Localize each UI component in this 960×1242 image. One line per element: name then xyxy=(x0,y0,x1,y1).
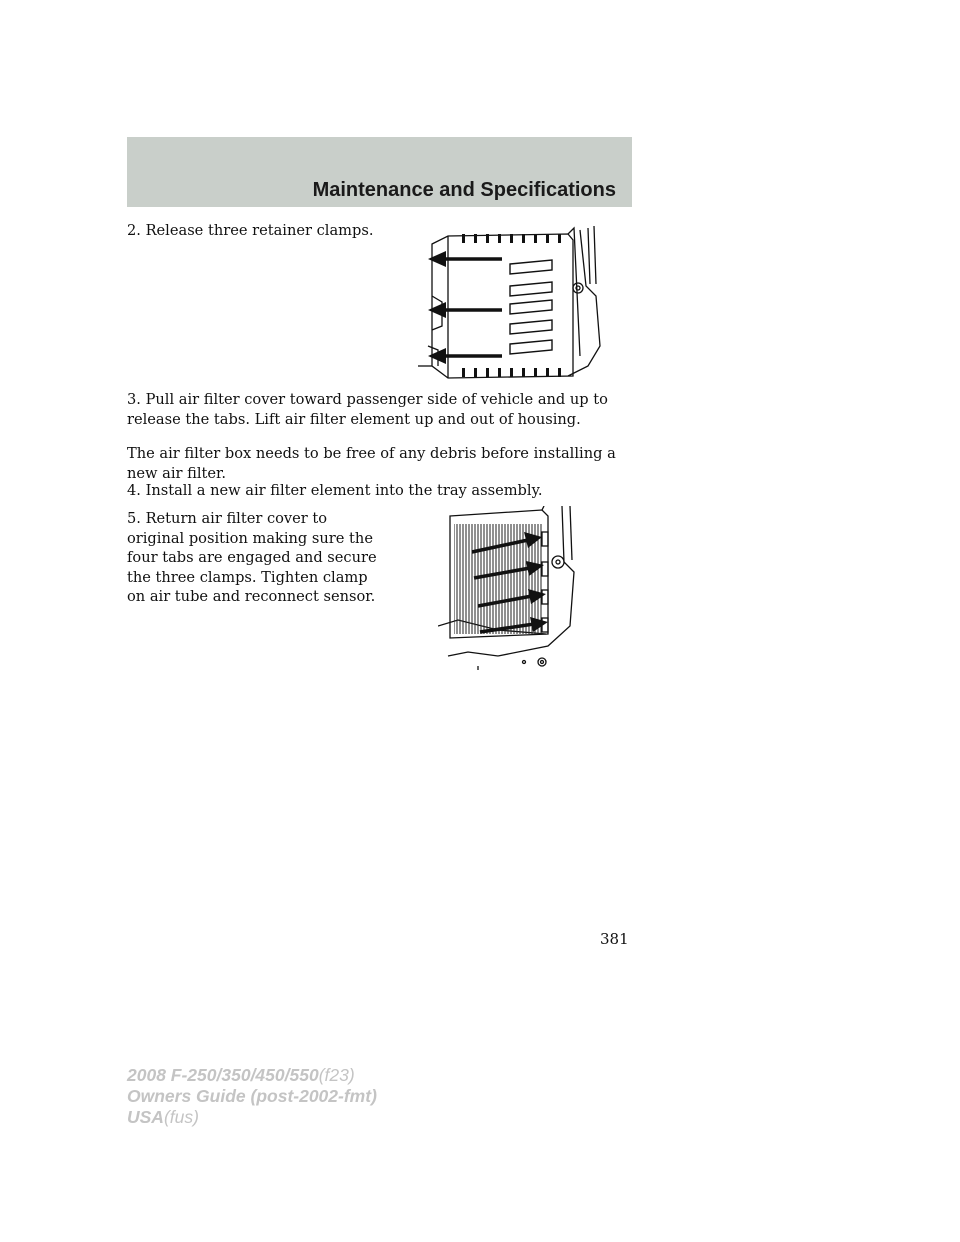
document-footer xyxy=(127,1065,377,1128)
step-2-text: 2. Release three retainer clamps. xyxy=(127,222,374,239)
retainer-clamps-illustration xyxy=(418,226,608,384)
step-4-text: 4. Install a new air filter element into the tray assembly. xyxy=(127,482,543,499)
footer-region: USA xyxy=(127,1107,164,1127)
footer-guide-line xyxy=(127,1086,377,1107)
footer-guide: Owners Guide (post-2002-fmt) xyxy=(127,1086,377,1106)
footer-model: 2008 F-250/350/450/550 xyxy=(127,1065,319,1085)
filter-tabs-illustration xyxy=(438,506,598,674)
footer-region-code: (fus) xyxy=(163,1107,199,1127)
page-number: 381 xyxy=(600,930,629,948)
footer-model-line xyxy=(127,1065,377,1086)
step-5-text: 5. Return air filter cover to original position making sure the four tabs are engaged and secure the three clamps. Tighten clamp on air tube and reconnect sensor. xyxy=(127,510,377,606)
footer-region-line xyxy=(127,1107,377,1128)
debris-note-text: The air filter box needs to be free of any debris before installing a new air filter. xyxy=(127,445,616,482)
step-3-text: 3. Pull air filter cover toward passenger side of vehicle and up to release the tabs. Lift air filter element up and out of housing. xyxy=(127,391,608,428)
section-header-band xyxy=(127,137,632,207)
section-title: Maintenance and Specifications xyxy=(312,179,616,201)
footer-model-code: (f23) xyxy=(318,1065,355,1085)
